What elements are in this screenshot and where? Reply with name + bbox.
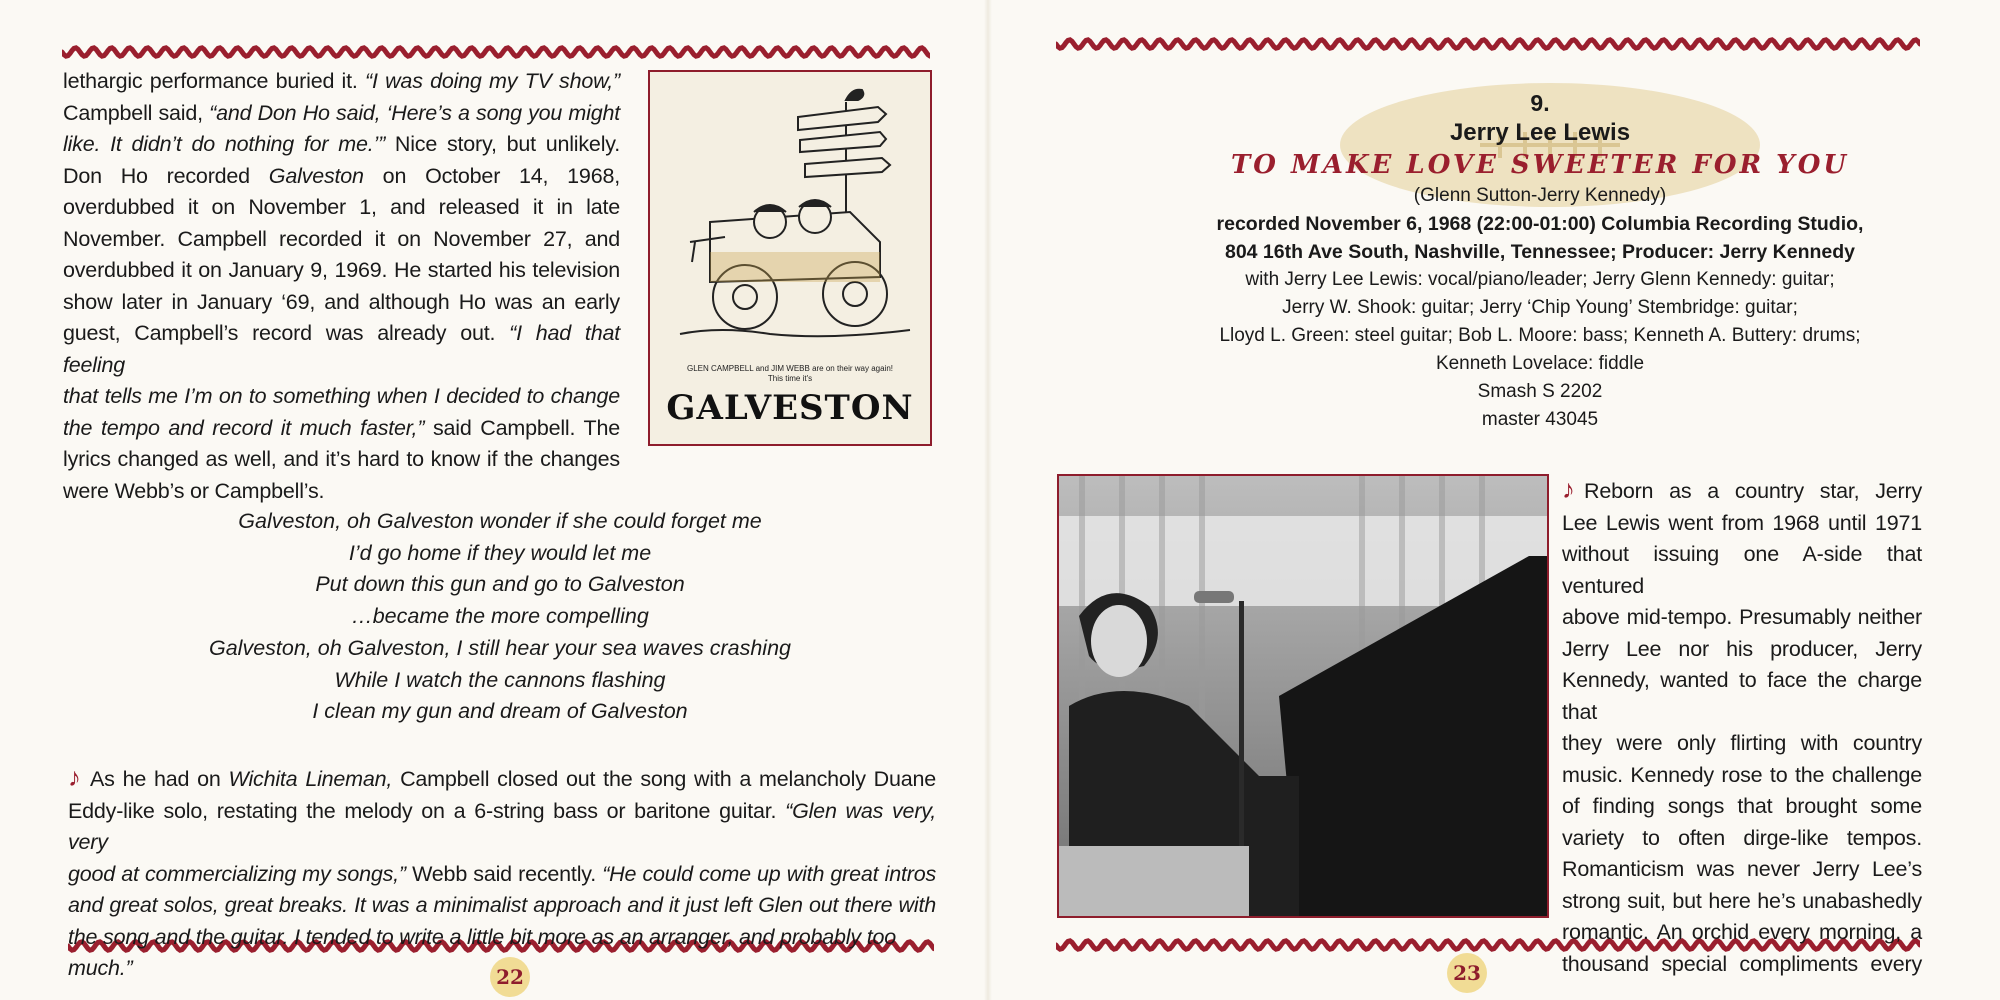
top-wave-left	[62, 41, 930, 63]
text-run: romantic. An orchid every morning, a	[1562, 920, 1922, 944]
car-cartoon-illustration	[650, 72, 930, 362]
artist-name: Jerry Lee Lewis	[1449, 119, 1631, 146]
lyric-line: While I watch the cannons flashing	[334, 667, 666, 692]
italic-run: Galveston	[268, 163, 364, 188]
book-gutter	[984, 0, 992, 1000]
paragraph-2	[68, 762, 936, 985]
text-run: said Campbell. The	[424, 415, 620, 440]
personnel-line1: with Jerry Lee Lewis: vocal/piano/leader; Jerry Glenn Kennedy: guitar;	[1245, 269, 1835, 290]
lyric-line: I clean my gun and dream of Galveston	[312, 699, 688, 724]
master-number: master 43045	[1481, 409, 1599, 430]
italic-run: “I had that feeling	[63, 321, 620, 377]
text-run: overdubbed it on January 9, 1969. He started his television	[63, 258, 620, 282]
galveston-advertisement	[648, 70, 932, 446]
text-run: were Webb’s or Campbell’s.	[63, 478, 325, 503]
text-run: As he had on	[90, 767, 229, 791]
music-note-icon: ♪	[1562, 474, 1575, 504]
text-line	[1562, 602, 1922, 634]
text-line	[63, 381, 620, 413]
italic-run: the tempo and record it much faster,”	[63, 415, 425, 440]
text-line	[1562, 634, 1922, 666]
italic-run: “and Don Ho said, ‘Here’s a song you might	[209, 100, 620, 125]
ad-title: GALVESTON	[666, 388, 914, 428]
label-catalog: Smash S 2202	[1477, 381, 1603, 402]
italic-run: “Glen was very, very	[68, 798, 937, 854]
text-run: without issuing one A-side that ventured	[1562, 542, 1922, 598]
italic-run: good at commercializing my songs,”	[68, 861, 406, 886]
text-line	[68, 762, 936, 796]
text-line	[1562, 917, 1922, 949]
text-run: music. Kennedy rose to the challenge	[1562, 762, 1922, 787]
text-line	[1562, 760, 1922, 792]
text-line	[1562, 823, 1922, 855]
italic-run: “I was doing my TV show,”	[365, 69, 620, 93]
italic-run: Wichita Lineman,	[228, 767, 393, 791]
text-line	[63, 444, 620, 476]
italic-run: “He could come up with great intros	[602, 861, 936, 886]
italic-run: that tells me I’m on to something when I decided to change	[63, 384, 620, 408]
text-line	[63, 161, 620, 193]
text-line	[63, 413, 620, 445]
paragraph-1	[63, 66, 620, 507]
text-line	[1562, 508, 1922, 540]
page-number-left: 22	[490, 957, 530, 997]
text-run: overdubbed it on November 1, and released it in late	[63, 195, 620, 219]
personnel-line2: Jerry W. Shook: guitar; Jerry ‘Chip Young’ Stembridge: guitar;	[1282, 297, 1798, 318]
italic-run: like. It didn’t do nothing for me.’”	[63, 132, 386, 156]
text-run: Campbell said,	[63, 100, 210, 125]
text-line	[1562, 539, 1922, 602]
lyric-line: …became the more compelling	[351, 604, 649, 629]
text-line	[63, 476, 620, 508]
music-note-icon: ♪	[68, 762, 81, 792]
text-run: Webb said recently.	[405, 861, 603, 886]
text-line	[63, 255, 620, 287]
text-run: Lee Lewis went from 1968 until 1971	[1562, 510, 1922, 535]
text-line	[63, 224, 620, 256]
text-run: November. Campbell recorded it on November 27, and	[63, 226, 620, 251]
top-wave-right	[1056, 33, 1920, 55]
ad-caption-line1: GLEN CAMPBELL and JIM WEBB are on their way again!	[686, 364, 893, 373]
lyric-line: Galveston, oh Galveston wonder if she could forget me	[238, 509, 762, 533]
page-number-right: 23	[1447, 953, 1487, 993]
track-header	[1170, 88, 1910, 434]
songwriters: (Glenn Sutton-Jerry Kennedy)	[1413, 185, 1667, 206]
text-run: Reborn as a country star, Jerry	[1584, 479, 1922, 503]
song-title: TO MAKE LOVE SWEETER FOR YOU	[1230, 150, 1850, 180]
text-run: Nice story, but unlikely.	[385, 132, 620, 156]
text-line	[1562, 854, 1922, 886]
text-line	[1562, 886, 1922, 918]
text-line	[1562, 665, 1922, 728]
text-line	[63, 98, 620, 130]
text-line	[1562, 949, 1922, 981]
ad-caption	[650, 364, 930, 384]
text-line	[68, 890, 936, 922]
text-run: Romanticism was never Jerry Lee’s	[1562, 857, 1922, 881]
track-description	[1562, 474, 1922, 980]
text-line	[63, 287, 620, 319]
text-line	[68, 796, 936, 859]
text-line	[63, 318, 620, 381]
personnel-line4: Kenneth Lovelace: fiddle	[1435, 353, 1645, 374]
text-run: on October 14, 1968,	[363, 163, 620, 188]
text-run: lethargic performance buried it.	[63, 69, 366, 93]
text-line	[1562, 474, 1922, 508]
text-line	[68, 859, 936, 891]
text-line	[63, 129, 620, 161]
recording-info-line1: recorded November 6, 1968 (22:00-01:00) Columbia Recording Studio,	[1216, 213, 1864, 235]
personnel-line3: Lloyd L. Green: steel guitar; Bob L. Moore: bass; Kenneth A. Buttery: drums;	[1219, 325, 1861, 346]
italic-run: the song and the guitar. I tended to write a little bit more as an arranger, and probably too much.”	[68, 924, 896, 980]
text-run: Eddy-like solo, restating the melody on a 6-string bass or baritone guitar.	[68, 798, 786, 823]
text-run: Don Ho recorded	[63, 163, 269, 188]
track-number: 9.	[1530, 90, 1550, 116]
jerry-lee-lewis-photo	[1057, 474, 1549, 918]
text-run: of finding songs that brought some	[1562, 794, 1922, 818]
text-line	[63, 192, 620, 224]
text-line	[63, 66, 620, 98]
text-run: lyrics changed as well, and it’s hard to know if the changes	[63, 447, 620, 471]
lyrics-block	[150, 506, 850, 728]
text-run: Jerry Lee nor his producer, Jerry	[1562, 636, 1922, 661]
ad-caption-line2: This time it's	[767, 374, 813, 383]
text-run: they were only flirting with country	[1562, 731, 1922, 755]
text-run: Kennedy, wanted to face the charge that	[1562, 668, 1922, 724]
text-line	[1562, 728, 1922, 760]
text-run: variety to often dirge-like tempos.	[1562, 825, 1922, 850]
text-run: above mid-tempo. Presumably neither	[1562, 605, 1922, 629]
italic-run: and great solos, great breaks. It was a minimalist approach and it just left Glen out there with	[68, 893, 936, 917]
lyric-line: Put down this gun and go to Galveston	[315, 572, 685, 597]
text-run: Campbell closed out the song with a melancholy Duane	[392, 767, 937, 791]
text-line	[1562, 791, 1922, 823]
text-run: show later in January ‘69, and although Ho was an early	[63, 289, 620, 314]
text-run: guest, Campbell’s record was already out.	[63, 321, 510, 345]
lyric-line: I’d go home if they would let me	[348, 540, 652, 565]
text-run: strong suit, but here he’s unabashedly	[1562, 888, 1922, 913]
recording-info-line2: 804 16th Ave South, Nashville, Tennessee; Producer: Jerry Kennedy	[1224, 241, 1855, 263]
lyric-line: Galveston, oh Galveston, I still hear your sea waves crashing	[209, 635, 791, 660]
text-run: thousand special compliments every	[1562, 951, 1922, 976]
